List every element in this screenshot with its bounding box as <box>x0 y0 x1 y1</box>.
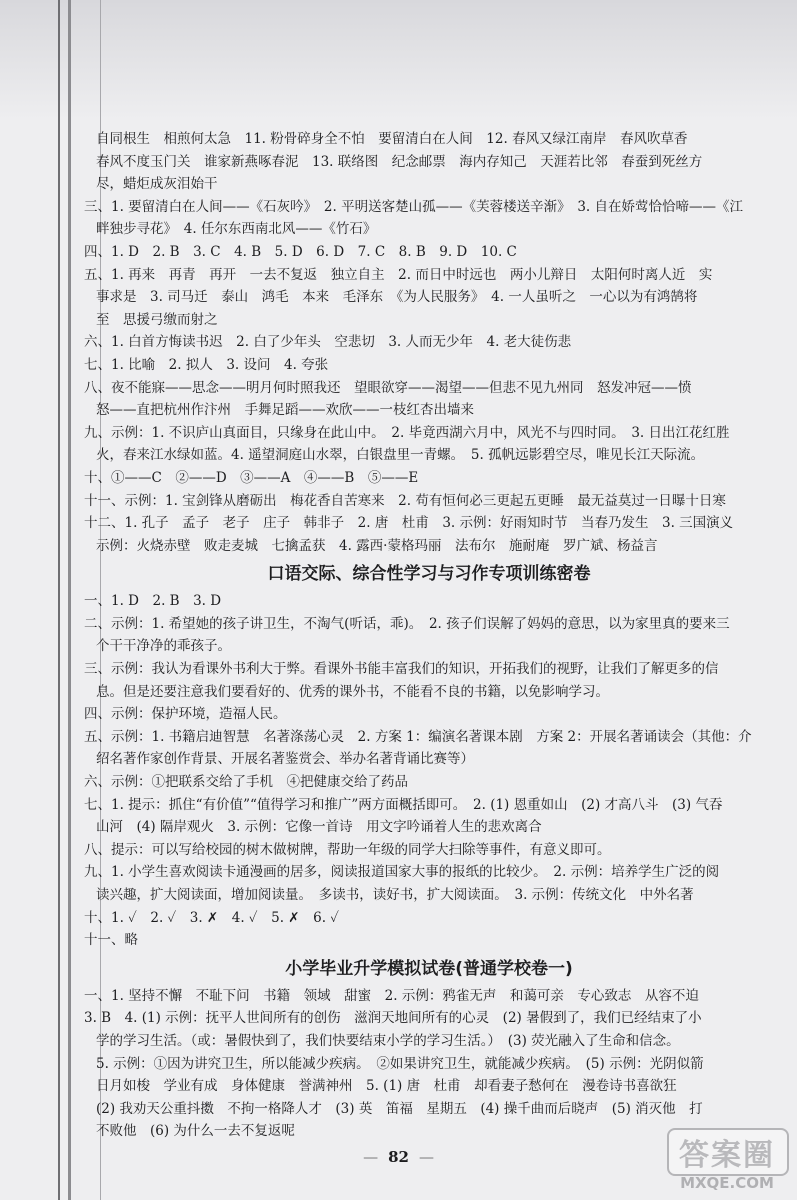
answer-line: 八、提示：可以写给校园的树木做树牌，帮助一年级的同学大扫除等事件，有意义即可。 <box>84 841 611 858</box>
section-mock-exam-answers <box>84 985 774 1143</box>
answer-line: 七、1. 提示：抓住“有价值”“值得学习和推广”两方面概括即可。 2. (1) 恩重如山 (2) 才高八斗 (3) 气吞 <box>84 796 723 813</box>
answer-line: 六、1. 白首方悔读书迟 2. 白了少年头 空悲切 3. 人而无少年 4. 老大徒伤悲 <box>84 334 572 351</box>
answer-line: 春风不度玉门关 谁家新燕啄春泥 13. 联络图 纪念邮票 海内存知己 天涯若比邻 春蚕到死丝方 <box>96 153 703 170</box>
answer-line: 九、示例：1. 不识庐山真面目，只缘身在此山中。 2. 毕竟西湖六月中，风光不与四时同。 3. 日出江花红胜 <box>84 424 730 441</box>
section-oral-communication-answers <box>84 590 774 952</box>
answer-line: 一、1. 坚持不懈 不耻下问 书籍 领域 甜蜜 2. 示例：鸦雀无声 和蔼可亲 专心致志 从容不迫 <box>84 987 699 1004</box>
page-number: — 82 — <box>363 1148 434 1166</box>
answer-line: 三、示例：我认为看课外书利大于弊。看课外书能丰富我们的知识，开拓我们的视野，让我们了解更多的信 <box>84 661 719 678</box>
top-shadow <box>0 0 797 120</box>
answer-line: 火，春来江水绿如蓝。4. 遥望洞庭山水翠，白银盘里一青螺。 5. 孤帆远影碧空尽，唯见长江天际流。 <box>96 447 705 464</box>
page-number-value: 82 <box>388 1148 409 1166</box>
binding-line <box>68 0 71 1200</box>
answer-line: 日月如梭 学业有成 身体健康 誉满神州 5. (1) 唐 杜甫 却看妻子愁何在 漫卷诗书喜欲狂 <box>96 1078 677 1095</box>
answer-line: 八、夜不能寐——思念——明月何时照我还 望眼欲穿——渴望——但悲不见九州同 怒发冲冠——愤 <box>84 379 692 396</box>
answer-page <box>84 128 774 1143</box>
answer-line: 四、示例：保护环境，造福人民。 <box>84 706 287 723</box>
answer-line: 二、示例：1. 希望她的孩子讲卫生，不淘气(听话，乖)。 2. 孩子们误解了妈妈的意思，以为家里真的要来三 <box>84 615 730 632</box>
answer-line: 十、①——C ②——D ③——A ④——B ⑤——E <box>84 469 419 486</box>
answer-line: 五、示例：1. 书籍启迪智慧 名著涤荡心灵 2. 方案 1：编演名著课本剧 方案 2：开展名著诵读会（其他：介 <box>84 728 752 745</box>
answer-line: 至 思援弓缴而射之 <box>96 311 218 328</box>
answer-line: 九、1. 小学生喜欢阅读卡通漫画的居多，阅读报道国家大事的报纸的比较少。 2. 示例：培养学生广泛的阅 <box>84 864 720 881</box>
answer-line: 山河 (4) 隔岸观火 3. 示例：它像一首诗 用文字吟诵着人生的悲欢离合 <box>96 819 542 836</box>
binding-line <box>58 0 60 1200</box>
watermark-logo <box>667 1128 787 1194</box>
answer-line: 读兴趣，扩大阅读面，增加阅读量。 多读书，读好书，扩大阅读面。 3. 示例：传统文化 中外名著 <box>96 887 694 903</box>
answer-line: 学的学习生活。（或：暑假快到了，我们快要结束小学的学习生活。） (3) 荧光融入了生命和信念。 <box>96 1032 680 1049</box>
answer-line: 十二、1. 孔子 孟子 老子 庄子 韩非子 2. 唐 杜甫 3. 示例：好雨知时节 当春乃发生 3. 三国演义 <box>84 515 734 532</box>
watermark-title: 答案圈 <box>679 1138 775 1173</box>
answer-line: 六、示例：①把联系交给了手机 ④把健康交给了药品 <box>84 774 408 791</box>
answer-line: 怒——直把杭州作汴州 手舞足蹈——欢欣——一枝红杏出墙来 <box>96 402 474 419</box>
answer-line: 十一、示例：1. 宝剑锋从磨砺出 梅花香自苦寒来 2. 苟有恒何必三更起五更睡 最无益莫过一日曝十日寒 <box>84 492 726 509</box>
answer-line: 5. 示例：①因为讲究卫生，所以能减少疾病。 ②如果讲究卫生，就能减少疾病。 (5) 示例：光阴似箭 <box>96 1055 704 1072</box>
answer-line: 不败他 (6) 为什么一去不复返呢 <box>96 1123 295 1140</box>
watermark-url: MXQE.COM <box>680 1174 774 1192</box>
answer-line: 五、1. 再来 再青 再开 一去不复返 独立自主 2. 而日中时远也 两小儿辩日 太阳何时离人近 实 <box>84 266 713 283</box>
answer-line: 三、1. 要留清白在人间——《石灰吟》 2. 平明送客楚山孤——《芙蓉楼送辛渐》 3. 自在娇莺恰恰啼——《江 <box>84 198 744 215</box>
section-previous-answers <box>84 128 774 557</box>
answer-line: 四、1. D 2. B 3. C 4. B 5. D 6. D 7. C 8. B 9. D 10. C <box>84 243 517 260</box>
answer-line: 十一、略 <box>84 932 138 949</box>
answer-line: 尽，蜡炬成灰泪始干 <box>96 176 218 193</box>
answer-line: 一、1. D 2. B 3. D <box>84 593 222 610</box>
answer-line: 畔独步寻花》 4. 任尔东西南北风——《竹石》 <box>96 221 377 238</box>
answer-line: 息。但是还要注意我们要看好的、优秀的课外书，不能看不良的书籍，以免影响学习。 <box>96 683 609 700</box>
section-title-mock-exam: 小学毕业升学模拟试卷(普通学校卷一) <box>285 958 573 979</box>
answer-line: 自同根生 相煎何太急 11. 粉骨碎身全不怕 要留清白在人间 12. 春风又绿江南岸 春风吹草香 <box>96 131 688 147</box>
answer-line: 3. B 4. (1) 示例：抚平人世间所有的创伤 滋润天地间所有的心灵 (2) 暑假到了，我们已经结束了小 <box>84 1010 702 1027</box>
answer-line: 绍名著作家创作背景、开展名著鉴赏会、举办名著背诵比赛等） <box>96 751 474 768</box>
section-title-oral-communication: 口语交际、综合性学习与习作专项训练密卷 <box>267 564 591 585</box>
answer-line: 十、1. ✓ 2. ✓ 3. ✗ 4. ✓ 5. ✗ 6. ✓ <box>84 909 339 926</box>
answer-line: 事求是 3. 司马迁 泰山 鸿毛 本来 毛泽东 《为人民服务》 4. 一人虽听之 一心以为有鸿鹄将 <box>96 289 698 306</box>
answer-line: 个干干净净的乖孩子。 <box>96 638 231 655</box>
answer-line: 七、1. 比喻 2. 拟人 3. 设问 4. 夸张 <box>84 356 329 373</box>
answer-line: 示例：火烧赤壁 败走麦城 七擒孟获 4. 露西·蒙格玛丽 法布尔 施耐庵 罗广斌、杨益言 <box>96 537 658 554</box>
answer-line: (2) 我劝天公重抖擞 不拘一格降人才 (3) 英 笛福 星期五 (4) 操千曲而后晓声 (5) 消灭他 打 <box>96 1100 703 1117</box>
